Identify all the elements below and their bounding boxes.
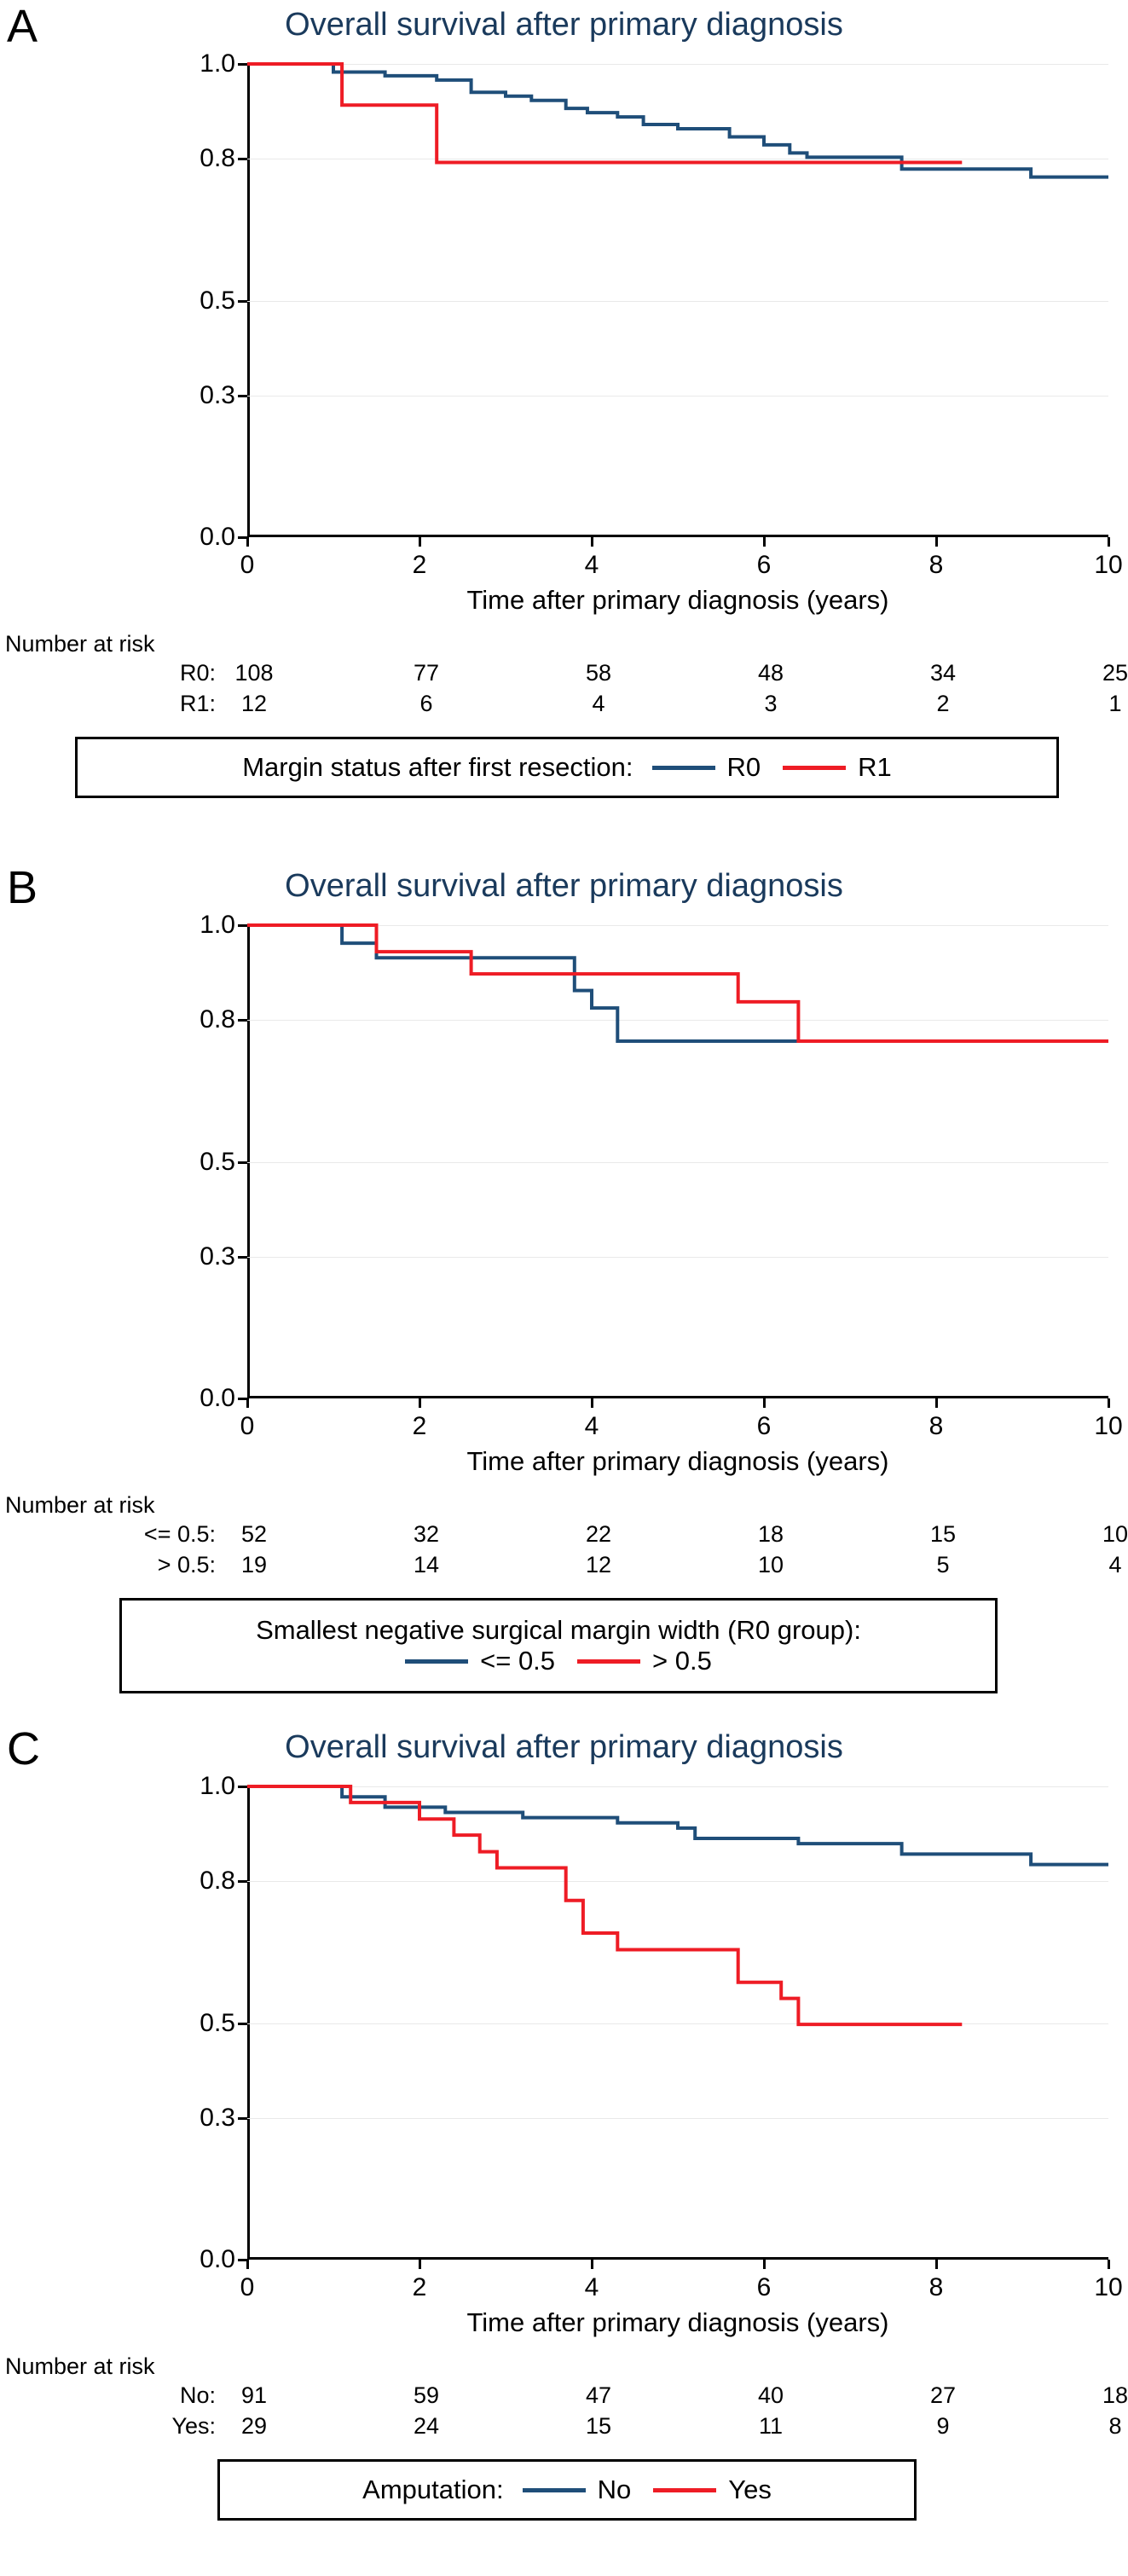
legend-line-swatch <box>783 766 846 770</box>
y-tick-label: 0.0 <box>200 2245 235 2273</box>
risk-value: 10 <box>1102 1521 1128 1547</box>
panel-letter: C <box>7 1723 40 1774</box>
risk-value: 27 <box>929 2382 957 2408</box>
y-tick-mark <box>238 1880 247 1883</box>
risk-value: 9 <box>936 2413 950 2439</box>
y-tick-mark <box>238 2117 247 2120</box>
survival-curves <box>247 1786 1108 2260</box>
x-tick-label: 10 <box>1094 1412 1123 1440</box>
risk-value: 15 <box>585 2413 612 2439</box>
risk-value: 1 <box>1108 691 1122 716</box>
risk-value: 6 <box>419 691 433 716</box>
legend-entry <box>653 2475 772 2505</box>
plot-area <box>200 1772 1123 2337</box>
legend-keys <box>523 2475 772 2505</box>
survival-curves <box>247 925 1108 1398</box>
risk-row-label: Yes: <box>171 2413 216 2439</box>
y-tick-label: 0.3 <box>200 380 235 409</box>
risk-value: 48 <box>757 660 784 686</box>
x-axis-title: Time after primary diagnosis (years) <box>466 1446 889 1476</box>
x-tick-label: 6 <box>756 2273 772 2301</box>
curve-yes <box>247 1786 962 2024</box>
x-tick-mark <box>763 1398 766 1408</box>
x-tick-mark <box>246 1398 249 1408</box>
panel-letter: A <box>7 1 38 52</box>
y-tick-label: 0.5 <box>200 1147 235 1176</box>
risk-value: 108 <box>234 660 274 686</box>
x-tick-label: 8 <box>928 551 944 579</box>
y-tick-mark <box>238 158 247 160</box>
y-tick-label: 0.5 <box>200 286 235 315</box>
risk-value: 29 <box>240 2413 268 2439</box>
y-tick-label: 0.8 <box>200 1005 235 1033</box>
legend <box>75 737 1059 798</box>
y-tick-mark <box>238 395 247 397</box>
risk-value: 47 <box>585 2382 612 2408</box>
risk-value: 12 <box>585 1552 612 1577</box>
risk-value: 5 <box>936 1552 950 1577</box>
legend-entry <box>652 752 761 783</box>
risk-value: 59 <box>413 2382 440 2408</box>
risk-value: 4 <box>1108 1552 1122 1577</box>
x-tick-label: 10 <box>1094 2273 1123 2301</box>
x-tick-label: 4 <box>584 2273 599 2301</box>
panel-b <box>0 861 1128 1722</box>
risk-table-title: Number at risk <box>5 2353 155 2379</box>
y-tick-label: 1.0 <box>200 911 235 939</box>
legend-line-swatch <box>653 2488 716 2492</box>
y-tick-mark <box>238 1786 247 1788</box>
x-tick-mark <box>935 1398 938 1408</box>
legend-title: Margin status after first resection: <box>242 752 633 782</box>
risk-value: 52 <box>240 1521 268 1547</box>
x-tick-mark <box>935 2260 938 2269</box>
y-tick-label: 1.0 <box>200 1772 235 1800</box>
risk-value: 25 <box>1102 660 1128 686</box>
panel-letter: B <box>7 862 38 913</box>
legend <box>217 2459 917 2521</box>
x-tick-label: 0 <box>240 2273 255 2301</box>
x-tick-mark <box>591 2260 593 2269</box>
risk-table-title: Number at risk <box>5 1492 155 1518</box>
x-tick-label: 8 <box>928 1412 944 1440</box>
legend-keys <box>405 1646 712 1676</box>
x-tick-mark <box>935 537 938 547</box>
x-tick-label: 0 <box>240 551 255 579</box>
chart-title: Overall survival after primary diagnosis <box>285 7 843 43</box>
x-tick-label: 10 <box>1094 551 1123 579</box>
legend-key-label: > 0.5 <box>652 1646 712 1676</box>
y-tick-label: 0.5 <box>200 2008 235 2037</box>
risk-value: 12 <box>240 691 268 716</box>
risk-value: 3 <box>764 691 778 716</box>
legend-entry <box>405 1646 555 1676</box>
y-tick-label: 0.3 <box>200 1242 235 1271</box>
x-tick-mark <box>1108 2260 1110 2269</box>
plot-area <box>200 49 1123 615</box>
x-tick-mark <box>591 537 593 547</box>
panel-a <box>0 0 1128 861</box>
x-tick-mark <box>246 2260 249 2269</box>
x-tick-label: 2 <box>412 551 427 579</box>
x-tick-mark <box>419 2260 421 2269</box>
risk-value: 15 <box>929 1521 957 1547</box>
legend-entry <box>523 2475 632 2505</box>
risk-value: 11 <box>758 2413 784 2439</box>
risk-value: 24 <box>413 2413 440 2439</box>
y-tick-label: 1.0 <box>200 49 235 78</box>
legend-key-label: <= 0.5 <box>480 1646 556 1676</box>
legend-line-swatch <box>523 2488 586 2492</box>
x-tick-mark <box>763 537 766 547</box>
legend-key-label: R1 <box>858 752 892 782</box>
risk-table-title: Number at risk <box>5 631 155 657</box>
x-tick-mark <box>246 537 249 547</box>
y-tick-mark <box>238 1256 247 1259</box>
risk-value: 77 <box>413 660 440 686</box>
legend <box>119 1598 998 1693</box>
legend-title: Smallest negative surgical margin width (R0 group): <box>256 1615 861 1645</box>
risk-value: 18 <box>757 1521 784 1547</box>
legend-line-swatch <box>652 766 715 770</box>
x-axis-title: Time after primary diagnosis (years) <box>466 2307 889 2337</box>
curve-no <box>247 1786 1108 1865</box>
y-tick-label: 0.8 <box>200 1867 235 1895</box>
legend-title: Amputation: <box>362 2475 504 2504</box>
legend-key-label: R0 <box>726 752 761 782</box>
plot-area <box>200 911 1123 1476</box>
x-tick-label: 2 <box>412 1412 427 1440</box>
y-tick-label: 0.0 <box>200 1384 235 1412</box>
legend-keys <box>652 752 892 783</box>
x-tick-mark <box>591 1398 593 1408</box>
x-tick-mark <box>419 537 421 547</box>
legend-key-label: No <box>597 2475 632 2504</box>
x-tick-mark <box>763 2260 766 2269</box>
risk-value: 4 <box>592 691 605 716</box>
risk-value: 18 <box>1102 2382 1128 2408</box>
risk-value: 91 <box>240 2382 268 2408</box>
legend-line-swatch <box>405 1659 468 1664</box>
risk-value: 40 <box>757 2382 784 2408</box>
risk-value: 22 <box>585 1521 612 1547</box>
risk-value: 8 <box>1108 2413 1122 2439</box>
x-axis-title: Time after primary diagnosis (years) <box>466 585 889 615</box>
risk-row-label: R1: <box>179 691 216 716</box>
chart-title: Overall survival after primary diagnosis <box>285 1729 843 1765</box>
risk-value: 19 <box>240 1552 268 1577</box>
y-tick-mark <box>238 1161 247 1164</box>
risk-value: 14 <box>413 1552 440 1577</box>
y-tick-label: 0.0 <box>200 523 235 551</box>
risk-row-label: <= 0.5: <box>143 1521 216 1547</box>
curve-r0 <box>247 64 1108 177</box>
chart-title: Overall survival after primary diagnosis <box>285 868 843 904</box>
legend-entry <box>577 1646 712 1676</box>
legend-key-label: Yes <box>728 2475 772 2504</box>
risk-value: 10 <box>757 1552 784 1577</box>
y-tick-mark <box>238 300 247 303</box>
x-tick-mark <box>1108 1398 1110 1408</box>
risk-row-label: > 0.5: <box>157 1552 216 1577</box>
y-tick-mark <box>238 924 247 927</box>
risk-value: 58 <box>585 660 612 686</box>
legend-entry <box>783 752 892 783</box>
curve--0-5 <box>247 925 1108 1041</box>
legend-line-swatch <box>577 1659 640 1664</box>
risk-value: 34 <box>929 660 957 686</box>
x-tick-mark <box>419 1398 421 1408</box>
x-tick-label: 0 <box>240 1412 255 1440</box>
risk-row-label: No: <box>179 2382 216 2408</box>
y-tick-label: 0.3 <box>200 2103 235 2132</box>
risk-row-label: R0: <box>179 660 216 686</box>
y-tick-mark <box>238 1019 247 1022</box>
panel-c <box>0 1722 1128 2576</box>
y-tick-mark <box>238 2023 247 2025</box>
x-tick-label: 6 <box>756 1412 772 1440</box>
risk-value: 2 <box>936 691 950 716</box>
y-tick-mark <box>238 63 247 66</box>
x-tick-label: 4 <box>584 551 599 579</box>
y-tick-label: 0.8 <box>200 144 235 172</box>
x-tick-label: 4 <box>584 1412 599 1440</box>
risk-value: 32 <box>413 1521 440 1547</box>
x-tick-mark <box>1108 537 1110 547</box>
x-tick-label: 6 <box>756 551 772 579</box>
survival-curves <box>247 64 1108 537</box>
x-tick-label: 8 <box>928 2273 944 2301</box>
x-tick-label: 2 <box>412 2273 427 2301</box>
